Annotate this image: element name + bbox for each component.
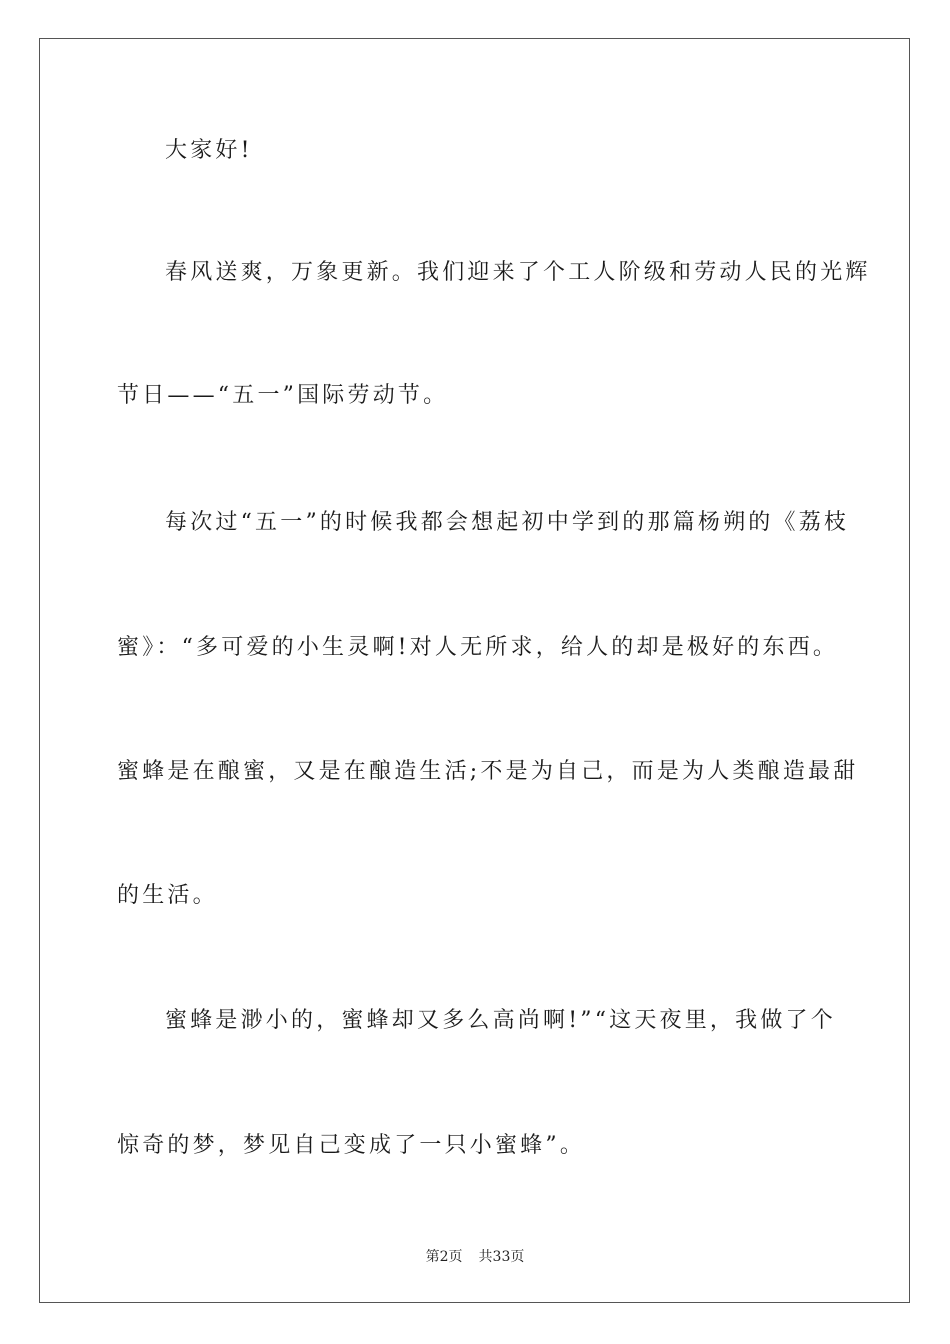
paragraph-line: 每次过“五一”的时候我都会想起初中学到的那篇杨朔的《荔枝 (165, 510, 850, 535)
paragraph-line: 春风送爽，万象更新。我们迎来了个工人阶级和劳动人民的光辉 (165, 260, 871, 285)
paragraph-line: 蜜蜂是渺小的，蜜蜂却又多么高尚啊!”“这天夜里，我做了个 (165, 1008, 836, 1033)
page-frame (39, 38, 910, 1303)
page-footer (0, 1248, 950, 1266)
paragraph-line: 的生活。 (117, 883, 218, 908)
page-total: 共33页 (478, 1249, 525, 1265)
paragraph-line: 蜜》：“多可爱的小生灵啊!对人无所求，给人的却是极好的东西。 (117, 635, 839, 660)
page-number: 第2页 (425, 1249, 463, 1265)
paragraph-line: 节日——“五一”国际劳动节。 (117, 383, 449, 408)
greeting-line: 大家好! (165, 138, 253, 163)
paragraph-line: 惊奇的梦，梦见自己变成了一只小蜜蜂”。 (117, 1133, 586, 1158)
paragraph-line: 蜜蜂是在酿蜜，又是在酿造生活;不是为自己，而是为人类酿造最甜 (117, 759, 859, 784)
